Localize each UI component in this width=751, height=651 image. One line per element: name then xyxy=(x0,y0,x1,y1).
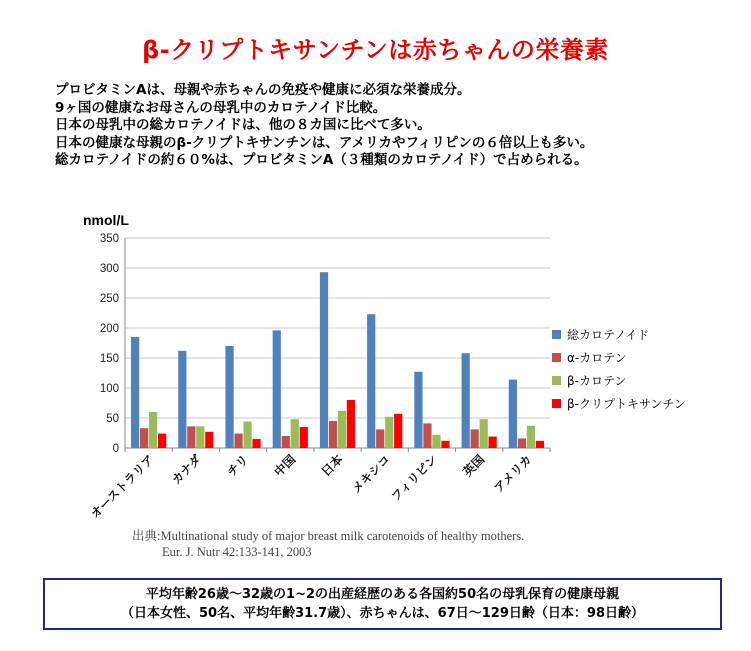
legend-swatch xyxy=(552,376,561,385)
summary-point: 日本の母乳中の総カロテノイドは、他の８カ国に比べて多い。 xyxy=(55,117,431,133)
bar xyxy=(158,434,166,448)
x-tick-label: カナダ xyxy=(169,452,204,488)
bar xyxy=(423,423,431,448)
bar xyxy=(414,372,422,448)
bar xyxy=(225,346,233,448)
bar xyxy=(347,400,355,448)
source-line-1: 出典:Multinational study of major breast milk carotenoids of healthy mothers. xyxy=(132,529,525,543)
y-tick-label: 250 xyxy=(99,293,119,305)
legend-label: α-カロテン xyxy=(567,351,627,365)
source-citation xyxy=(132,528,524,560)
legend-label: 総カロテノイド xyxy=(567,328,650,342)
bar xyxy=(187,426,195,448)
x-tick-label: チリ xyxy=(224,452,252,480)
summary-point: プロビタミンAは、母親や赤ちゃんの免疫や健康に必須な栄養成分。 xyxy=(55,82,471,98)
bar xyxy=(338,411,346,448)
x-tick-label: フィリピン xyxy=(388,452,441,504)
bar xyxy=(273,330,281,448)
y-tick-label: 200 xyxy=(99,323,119,335)
bar xyxy=(178,351,186,448)
bar xyxy=(205,432,213,448)
legend-item-total-carotenoid xyxy=(552,323,686,346)
bar xyxy=(234,434,242,448)
bar xyxy=(300,427,308,448)
y-axis-title: nmol/L xyxy=(83,212,129,228)
bar xyxy=(291,419,299,448)
legend-item-alpha-carotene xyxy=(552,346,686,369)
bar xyxy=(441,441,449,448)
page-title: β-クリプトキサンチンは赤ちゃんの栄養素 xyxy=(142,36,609,64)
bar xyxy=(140,428,148,448)
study-note-line-2: （日本女性、50名、平均年齢31.7歳）、赤ちゃんは、67日～129日齢（日本：98日齢） xyxy=(121,606,644,621)
summary-point: 9ヶ国の健康なお母さんの母乳中のカロテノイド比較。 xyxy=(55,99,387,116)
source-line-2: Eur. J. Nutr 42:133-141, 2003 xyxy=(162,545,312,559)
x-tick-label: アメリカ xyxy=(491,452,535,496)
legend-label: β-カロテン xyxy=(567,374,627,388)
bar xyxy=(518,438,526,448)
legend-swatch xyxy=(552,353,561,362)
bar xyxy=(149,412,157,448)
y-tick-label: 100 xyxy=(99,383,119,395)
bar xyxy=(329,421,337,448)
bar xyxy=(131,337,139,448)
study-note-box xyxy=(43,578,722,630)
bar xyxy=(282,436,290,448)
bar xyxy=(471,429,479,448)
x-tick-label: オーストラリア xyxy=(87,452,157,522)
bar xyxy=(536,441,544,448)
summary-point: 日本の健康な母親のβ-クリプトキサンチンは、アメリカやフィリピンの６倍以上も多い。 xyxy=(55,134,594,151)
bar xyxy=(509,380,517,448)
bar xyxy=(385,417,393,448)
bar xyxy=(320,272,328,448)
bar xyxy=(196,426,204,448)
y-tick-label: 350 xyxy=(99,233,119,245)
bar xyxy=(432,435,440,448)
chart-legend xyxy=(552,323,686,415)
legend-swatch xyxy=(552,399,561,408)
y-tick-label: 300 xyxy=(99,263,119,275)
legend-swatch xyxy=(552,330,561,339)
bar xyxy=(394,414,402,448)
x-tick-label: 中国 xyxy=(271,452,299,480)
bar xyxy=(252,439,260,448)
bar xyxy=(527,426,535,448)
bar xyxy=(376,429,384,448)
y-tick-label: 150 xyxy=(99,353,119,365)
x-tick-label: 英国 xyxy=(460,452,488,480)
x-tick-label: メキシコ xyxy=(349,452,393,496)
legend-label: β-クリプトキサンチン xyxy=(567,397,686,411)
legend-item-beta-carotene xyxy=(552,369,686,392)
legend-item-beta-cryptoxanthin xyxy=(552,392,686,415)
bar xyxy=(462,353,470,448)
y-tick-label: 0 xyxy=(112,443,119,455)
bar xyxy=(489,437,497,448)
summary-point: 総カロテノイドの約６０%は、プロビタミンA（３種類のカロテノイド）で占められる。 xyxy=(55,152,588,168)
bar xyxy=(367,314,375,448)
x-tick-label: 日本 xyxy=(318,452,346,480)
bar xyxy=(480,419,488,448)
bar xyxy=(243,422,251,448)
study-note-line-1: 平均年齢26歳～32歳の1~2の出産経歴のある各国約50名の母乳保育の健康母親 xyxy=(145,587,620,602)
y-tick-label: 50 xyxy=(106,413,119,425)
